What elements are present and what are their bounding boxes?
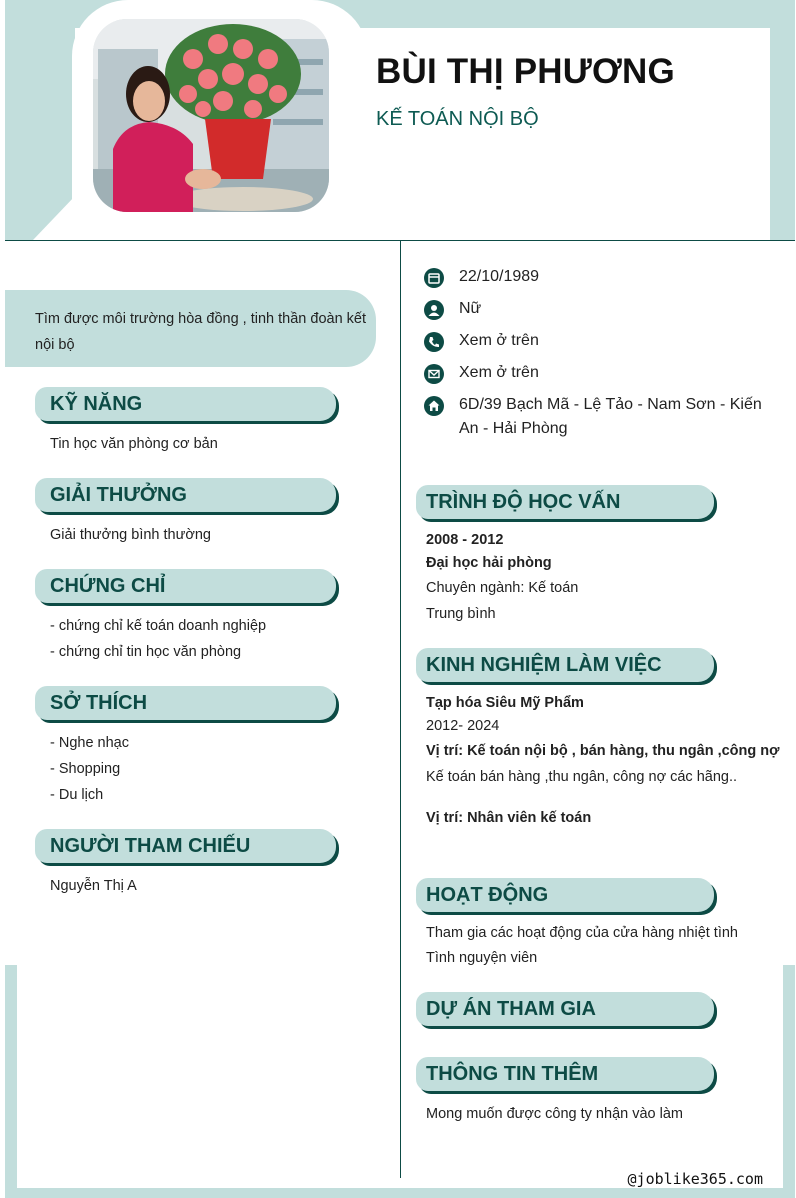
section-title-experience: KINH NGHIỆM LÀM VIỆC (416, 648, 714, 682)
phone-icon (424, 332, 444, 352)
section-title-awards: GIẢI THƯỞNG (35, 478, 336, 512)
email-value[interactable]: Xem ở trên (459, 364, 539, 381)
calendar-icon (424, 268, 444, 288)
column-divider (400, 241, 401, 1178)
section-title-extra: THÔNG TIN THÊM (416, 1057, 714, 1091)
birthday-value: 22/10/1989 (459, 268, 540, 285)
user-icon (424, 300, 444, 320)
experience-position: Vị trí: Kế toán nội bộ , bán hàng, thu ngân ,công nợ (426, 743, 780, 759)
address-line-1: 6D/39 Bạch Mã - Lệ Tảo - Nam Sơn - Kiến (459, 396, 762, 413)
envelope-icon (424, 364, 444, 384)
left-frame-bar (5, 965, 17, 1198)
award-item: Giải thưởng bình thường (50, 527, 211, 543)
address-line-2: An - Hải Phòng (459, 420, 568, 437)
hobby-item: - Shopping (50, 761, 121, 777)
right-frame-bar (783, 965, 795, 1198)
candidate-name: BÙI THỊ PHƯƠNG (376, 52, 675, 91)
experience-period: 2012- 2024 (426, 718, 500, 734)
experience-company: Tạp hóa Siêu Mỹ Phẩm (426, 695, 584, 711)
extra-item: Mong muốn được công ty nhận vào làm (426, 1106, 683, 1122)
section-title-activities: HOẠT ĐỘNG (416, 878, 714, 912)
reference-item: Nguyễn Thị A (50, 878, 137, 894)
section-title-projects: DỰ ÁN THAM GIA (416, 992, 714, 1026)
hobby-item: - Nghe nhạc (50, 735, 129, 751)
profile-photo (93, 19, 329, 212)
watermark: @joblike365.com (627, 1170, 763, 1188)
experience-description: Kế toán bán hàng ,thu ngân, công nợ các hãng.. (426, 769, 738, 785)
activity-item: Tham gia các hoạt động của cửa hàng nhiệt tình (426, 925, 738, 941)
certificate-item: - chứng chỉ kế toán doanh nghiệp (50, 618, 267, 634)
home-icon (424, 396, 444, 416)
photo-frame-notch (33, 196, 75, 240)
section-title-certificates: CHỨNG CHỈ (35, 569, 336, 603)
experience-position: Vị trí: Nhân viên kế toán (426, 810, 592, 826)
section-title-skills: KỸ NĂNG (35, 387, 336, 421)
education-grade: Trung bình (426, 606, 496, 622)
section-title-hobbies: SỞ THÍCH (35, 686, 336, 720)
certificate-item: - chứng chỉ tin học văn phòng (50, 644, 242, 660)
candidate-role: KẾ TOÁN NỘI BỘ (376, 108, 539, 130)
bottom-frame-bar (5, 1188, 795, 1198)
activity-item: Tình nguyện viên (426, 950, 538, 966)
section-title-education: TRÌNH ĐỘ HỌC VẤN (416, 485, 714, 519)
education-school: Đại học hải phòng (426, 555, 552, 571)
phone-value[interactable]: Xem ở trên (459, 332, 539, 349)
skill-item: Tin học văn phòng cơ bản (50, 436, 218, 452)
objective-text: Tìm được môi trường hòa đồng , tinh thần đoàn kết nội bộ (35, 311, 367, 353)
education-major: Chuyên ngành: Kế toán (426, 580, 579, 596)
section-title-references: NGƯỜI THAM CHIẾU (35, 829, 336, 863)
hobby-item: - Du lịch (50, 787, 104, 803)
education-period: 2008 - 2012 (426, 532, 504, 548)
gender-value: Nữ (459, 300, 482, 317)
